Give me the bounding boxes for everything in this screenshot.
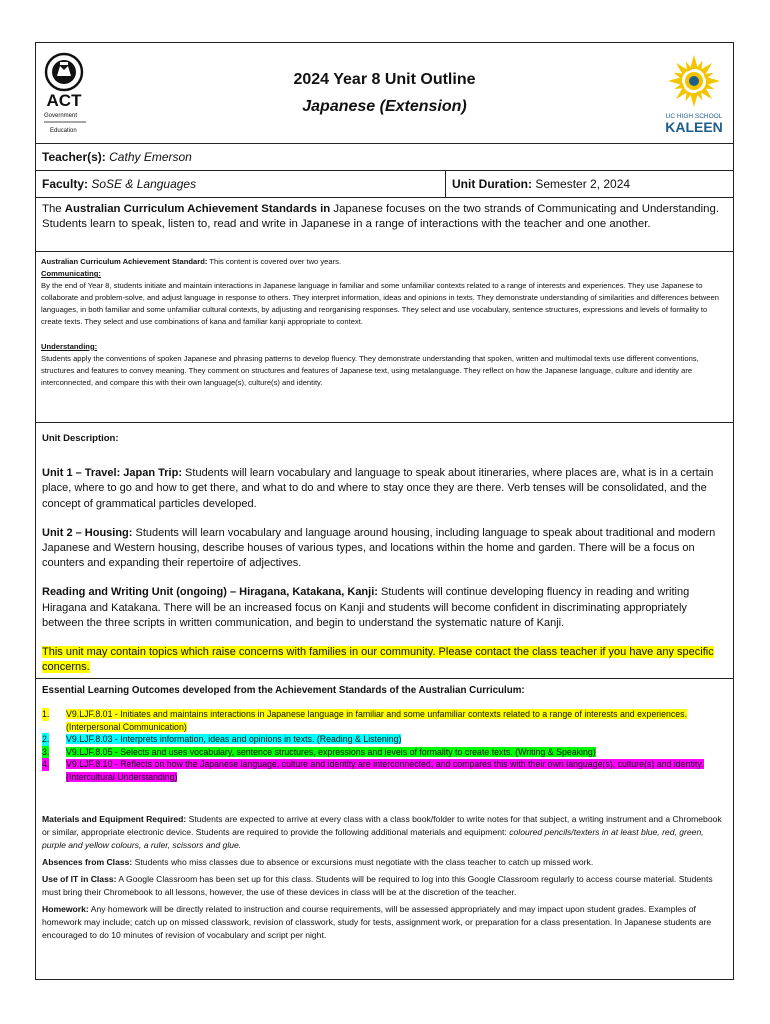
absences-paragraph: Absences from Class: Students who miss classes due to absence or excursions must negotiate with the class teacher to catch up missed work. xyxy=(42,857,594,867)
outcome-item: 4. V9.LJF.8.10 - Reflects on how the Japanese language, culture and identity are interconnected, and compares this with their own language(s), culture(s) and identity. (Intercultural Understanding) xyxy=(42,759,704,782)
learning-outcomes-section xyxy=(36,679,733,981)
page-title: 2024 Year 8 Unit Outline xyxy=(293,71,476,88)
page-subtitle: Japanese (Extension) xyxy=(302,98,467,115)
act-logo-text: ACT xyxy=(46,91,82,110)
unit-description-heading: Unit Description: xyxy=(42,433,119,444)
outcome-item: 2. V9.LJF.8.03 - Interprets information, ideas and opinions in texts. (Reading & Listening) xyxy=(42,734,402,744)
faculty-value: SoSE & Languages xyxy=(91,177,197,191)
communicating-label: Communicating: xyxy=(41,269,101,279)
act-government-logo xyxy=(40,52,88,138)
it-use-paragraph: Use of IT in Class: A Google Classroom has been set up for this class. Students will be required to log into this Google Classroom regularly to access course material. Students must bring their Chromebook to all lessons, however, the use of these devices in class will be at the discretion of the teacher. xyxy=(42,874,713,897)
teacher-row xyxy=(36,144,733,171)
standards-heading: Australian Curriculum Achievement Standard: This content is covered over two years. xyxy=(41,257,342,266)
duration-label: Unit Duration: xyxy=(452,177,532,191)
understanding-text: Students apply the conventions of spoken Japanese and phrasing patterns to develop fluency. They demonstrate understanding that spoken, written and multimodal texts use different conventions, structures and features to convey meaning. They comment on structures and features of Japanese text, using metalanguage. They reflect on how the Japanese language, culture and identity are interconnected, and compare this with their own language(s), culture(s) and identity. xyxy=(41,353,699,387)
document-header xyxy=(36,43,733,144)
outcomes-heading: Essential Learning Outcomes developed from the Achievement Standards of the Australian Curriculum: xyxy=(42,685,525,696)
homework-paragraph: Homework: Any homework will be directly related to instruction and course requirements, will be assessed appropriately and may impact upon student grades. Examples of homework may include; catch up on missed classwork, revision of classwork, study for tests, assignment work, or preparation for a class presentation. In Japanese students are encouraged to do 10 minutes of revision of vocabulary and script per night. xyxy=(42,904,712,940)
kaleen-school-logo xyxy=(659,51,729,135)
act-logo-sub2: Education xyxy=(50,128,77,134)
school-logo-name: KALEEN xyxy=(665,119,723,135)
faculty-row xyxy=(36,171,733,198)
teacher-value: Cathy Emerson xyxy=(109,150,192,164)
outcome-item: 3. V9.LJF.8.05 - Selects and uses vocabulary, sentence structures, expressions and levels of formality to create texts. (Writing & Speaking) xyxy=(42,746,596,757)
school-logo-top-text: UC HIGH SCHOOL xyxy=(665,113,723,120)
teacher-label: Teacher(s): xyxy=(42,150,106,164)
intro-paragraph: The Australian Curriculum Achievement Standards in Japanese focuses on the two strands of Communicating and Understanding. Students learn to speak, listen to, read and write in Japanese in a range of interactions with the teacher and one another. xyxy=(42,203,719,230)
policies-section xyxy=(42,813,727,942)
reading-writing-paragraph: Reading and Writing Unit (ongoing) – Hiragana, Katakana, Kanji: Students will continue developing fluency in reading and writing Hiragana and Katakana. There will be an increased focus on Kanji and students will become confident in discriminating appropriately between the three scripts in written communication, and begin to understand the systematic nature of Kanji. xyxy=(42,586,690,629)
column-divider xyxy=(445,171,446,197)
act-logo-sub1: Government xyxy=(44,113,78,119)
outcome-item: 1. V9.LJF.8.01 - Initiates and maintains interactions in Japanese language in familiar and some unfamiliar contexts related to a range of interests and experiences. (Interpersonal Communication) xyxy=(42,709,688,732)
unit-description-section xyxy=(36,423,733,679)
faculty-label: Faculty: xyxy=(42,177,89,191)
materials-paragraph: Materials and Equipment Required: Students are expected to arrive at every class with a class book/folder to write notes for that subject, a writing instrument and a Chromebook or similar, appropriate electronic device. Students are required to provide the following additional materials and equipment: coloured pencils/texters in at least blue, red, green, purple and yellow colours, a ruler, scissors and glue. xyxy=(42,814,722,850)
unit-outline-document xyxy=(35,42,734,980)
understanding-label: Understanding: xyxy=(41,341,98,351)
achievement-standards-section xyxy=(36,252,733,423)
unit2-paragraph: Unit 2 – Housing: Students will learn vocabulary and language around housing, including language to speak about traditional and modern Japanese and Western housing, describe houses of various types, and locations within the home and garden. There will be a focus on counters and expanding their repertoire of adjectives. xyxy=(42,526,716,570)
duration-value: Semester 2, 2024 xyxy=(535,177,631,191)
intro-section xyxy=(36,198,733,252)
outcomes-list xyxy=(42,708,727,783)
unit1-paragraph: Unit 1 – Travel: Japan Trip: Students will learn vocabulary and language to speak about itineraries, where places are, what is in a certain place, where to go and how to get there, and what to do and where to stay once they are there. Verb tenses will be consolidated, and the concept of grammatical particles developed. xyxy=(42,467,714,510)
communicating-text: By the end of Year 8, students initiate and maintain interactions in Japanese language in familiar and some unfamiliar contexts related to a range of interests and experiences. They use Japanese to collaborate and problem-solve, and adjust language in response to others. They interpret information, ideas and opinions in texts. They demonstrate understanding of similarities and differences between languages, in both familiar and some unfamiliar cultural contexts, by adjusting and reorganising responses. They select and use vocabulary, sentence structures, expressions and levels of formality to create texts. They select and use combinations of kana and familiar kanji appropriate to context. xyxy=(41,281,719,327)
concerns-notice: This unit may contain topics which raise concerns with families in our community. Please contact the class teacher if you have any specific concerns. xyxy=(42,646,714,674)
